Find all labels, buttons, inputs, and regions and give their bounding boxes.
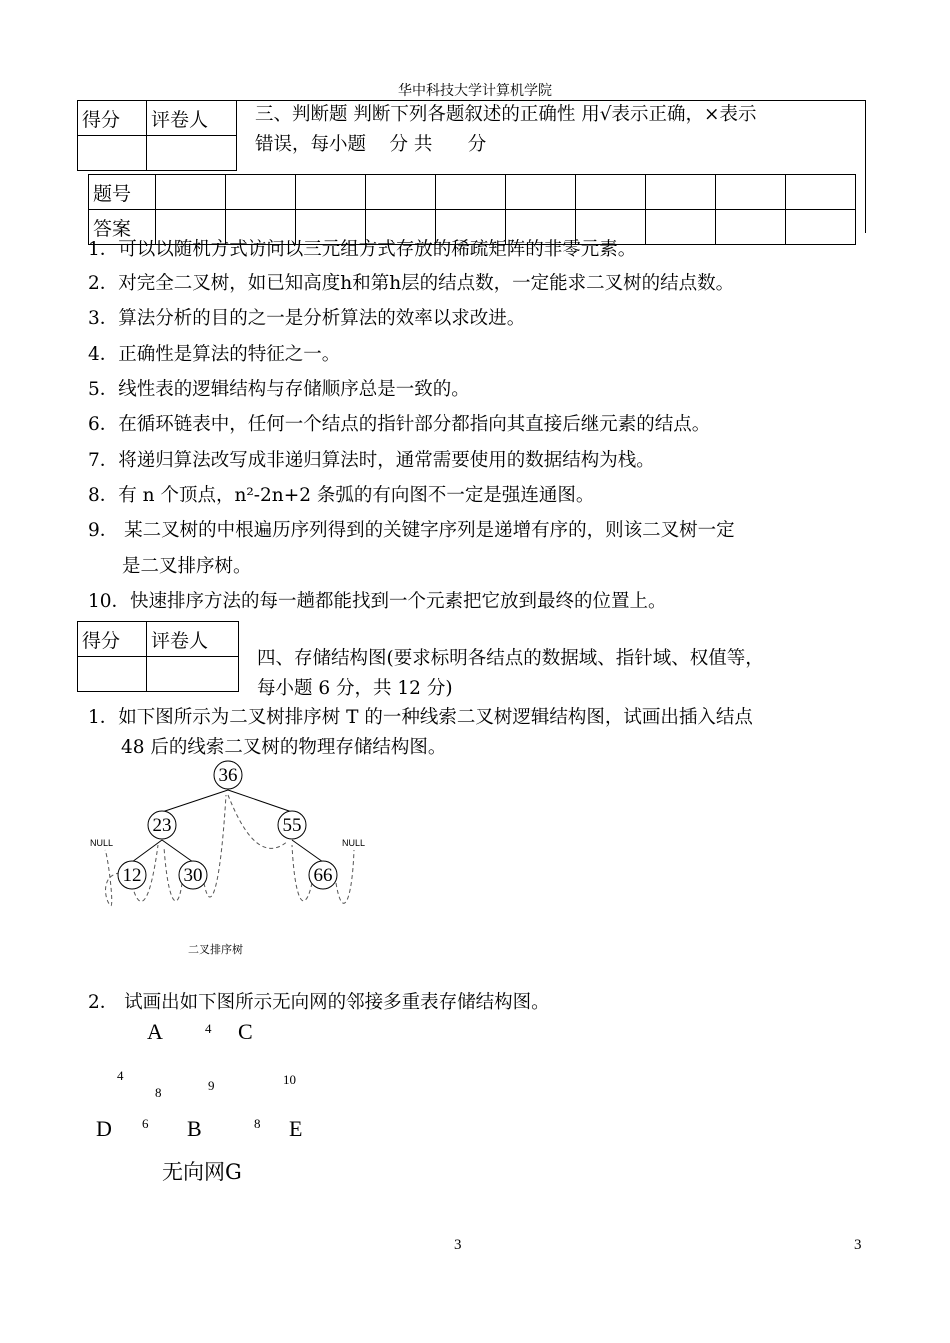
question-9-continued bbox=[122, 552, 252, 578]
question-text: 有 n 个顶点，n²-2n+2 条弧的有向图不一定是强连通图。 bbox=[118, 485, 595, 506]
graph-vertex-c: C bbox=[238, 1019, 253, 1044]
section4-question-1 bbox=[88, 703, 753, 763]
score-label: 得分 bbox=[78, 622, 147, 657]
section4-title-line2: 每小题 6 分，共 12 分) bbox=[257, 678, 453, 699]
answer-cell[interactable] bbox=[716, 210, 786, 245]
question-number: 3． bbox=[88, 308, 119, 329]
grader-label: 评卷人 bbox=[147, 101, 237, 136]
section3-title-line2: 错误，每小题 分 共 分 bbox=[255, 134, 487, 155]
question-7 bbox=[88, 446, 655, 472]
answer-cell[interactable] bbox=[646, 175, 716, 210]
tree-node-label: 23 bbox=[152, 815, 172, 836]
edge-weight: 8 bbox=[254, 1116, 261, 1131]
question-text: 线性表的逻辑结构与存储顺序总是一致的。 bbox=[118, 379, 470, 400]
question-number: 2． bbox=[88, 273, 119, 294]
question-8 bbox=[88, 481, 594, 507]
answer-cell[interactable] bbox=[436, 175, 506, 210]
question-number: 10． bbox=[88, 591, 131, 612]
question-text: 对完全二叉树，如已知高度h和第h层的结点数，一定能求二叉树的结点数。 bbox=[118, 273, 735, 294]
question-number: 9． bbox=[88, 520, 119, 541]
tree-node-label: 30 bbox=[183, 865, 203, 886]
section3-title-line1: 三、判断题 判断下列各题叙述的正确性 用√表示正确，×表示 bbox=[255, 104, 757, 125]
tree-node-label: 36 bbox=[218, 765, 238, 786]
null-label-left: NULL bbox=[90, 838, 114, 848]
tree-edge bbox=[162, 840, 193, 862]
score-value-cell[interactable] bbox=[78, 657, 147, 692]
question-text: 快速排序方法的每一趟都能找到一个元素把它放到最终的位置上。 bbox=[130, 591, 667, 612]
graph-caption: 无向网G bbox=[162, 1160, 242, 1184]
page-number-right: 3 bbox=[854, 1237, 862, 1253]
edge-weight: 10 bbox=[283, 1072, 296, 1087]
question-9 bbox=[88, 516, 735, 542]
answer-cell[interactable] bbox=[786, 175, 856, 210]
graph-vertex-e: E bbox=[289, 1116, 303, 1141]
question-10 bbox=[88, 587, 667, 613]
question-text: 试画出如下图所示无向网的邻接多重表存储结构图。 bbox=[118, 992, 550, 1013]
section4-question-2 bbox=[88, 988, 550, 1014]
graph-vertex-b: B bbox=[187, 1116, 202, 1141]
question-number: 8． bbox=[88, 485, 119, 506]
tree-edge bbox=[228, 790, 292, 812]
grader-value-cell[interactable] bbox=[147, 657, 239, 692]
edge-weight: 6 bbox=[142, 1116, 149, 1131]
tree-caption: 二叉排序树 bbox=[188, 943, 243, 956]
score-box-section3 bbox=[77, 100, 237, 171]
section4-title bbox=[257, 644, 764, 704]
question-number: 1． bbox=[88, 239, 119, 260]
question-text: 是二叉排序树。 bbox=[122, 556, 252, 577]
edge-weight: 4 bbox=[117, 1068, 124, 1083]
edge-weight: 9 bbox=[208, 1078, 215, 1093]
page-number-center: 3 bbox=[454, 1237, 462, 1253]
answer-table-row2-label: 答案 bbox=[89, 210, 156, 245]
answer-table-row1-label: 题号 bbox=[89, 175, 156, 210]
question-number: 2． bbox=[88, 992, 119, 1013]
tree-node-label: 12 bbox=[122, 865, 142, 886]
answer-cell[interactable] bbox=[156, 175, 226, 210]
tree-node-label: 66 bbox=[313, 865, 333, 886]
question-text: 某二叉树的中根遍历序列得到的关键字序列是递增有序的，则该二叉树一定 bbox=[118, 520, 735, 541]
thread-66-right bbox=[336, 850, 354, 903]
answer-cell[interactable] bbox=[296, 175, 366, 210]
section4-title-line1: 四、存储结构图(要求标明各结点的数据域、指针域、权值等， bbox=[257, 648, 764, 669]
answer-cell[interactable] bbox=[786, 210, 856, 245]
graph-vertex-a: A bbox=[147, 1019, 163, 1044]
edge-weight: 4 bbox=[205, 1021, 212, 1036]
section4-q1-line1: 1．如下图所示为二叉树排序树 T 的一种线索二叉树逻辑结构图，试画出插入结点 bbox=[88, 707, 753, 728]
section3-title bbox=[255, 100, 865, 160]
tree-edge bbox=[132, 840, 162, 862]
graph-vertex-d: D bbox=[96, 1116, 112, 1141]
question-6 bbox=[88, 410, 710, 436]
question-text: 可以以随机方式访问以三元组方式存放的稀疏矩阵的非零元素。 bbox=[118, 239, 637, 260]
tree-edge bbox=[162, 790, 228, 812]
question-2 bbox=[88, 269, 734, 295]
answer-cell[interactable] bbox=[226, 175, 296, 210]
question-number: 6． bbox=[88, 414, 119, 435]
question-1 bbox=[88, 235, 636, 261]
thread-30-right bbox=[204, 795, 226, 897]
section4-q1-line2: 48 后的线索二叉树的物理存储结构图。 bbox=[121, 737, 447, 758]
question-text: 在循环链表中，任何一个结点的指针部分都指向其直接后继元素的结点。 bbox=[118, 414, 711, 435]
answer-cell[interactable] bbox=[506, 175, 576, 210]
page-header: 华中科技大学计算机学院 bbox=[398, 83, 552, 99]
tree-edge bbox=[292, 840, 323, 862]
question-number: 5． bbox=[88, 379, 119, 400]
question-text: 算法分析的目的之一是分析算法的效率以求改进。 bbox=[118, 308, 526, 329]
grader-label: 评卷人 bbox=[147, 622, 239, 657]
answer-cell[interactable] bbox=[576, 175, 646, 210]
question-number: 4． bbox=[88, 344, 119, 365]
thread-12-left bbox=[105, 850, 120, 906]
question-4 bbox=[88, 340, 340, 366]
answer-cell[interactable] bbox=[646, 210, 716, 245]
answer-cell[interactable] bbox=[366, 175, 436, 210]
edge-weight: 8 bbox=[155, 1085, 162, 1100]
score-value-cell[interactable] bbox=[78, 136, 147, 171]
grader-value-cell[interactable] bbox=[147, 136, 237, 171]
question-text: 将递归算法改写成非递归算法时，通常需要使用的数据结构为栈。 bbox=[118, 450, 655, 471]
question-text: 正确性是算法的特征之一。 bbox=[118, 344, 341, 365]
answer-cell[interactable] bbox=[716, 175, 786, 210]
question-number: 7． bbox=[88, 450, 119, 471]
threaded-binary-tree bbox=[80, 755, 380, 965]
question-5 bbox=[88, 375, 470, 401]
question-3 bbox=[88, 304, 525, 330]
score-label: 得分 bbox=[78, 101, 147, 136]
tree-node-label: 55 bbox=[282, 815, 302, 836]
score-box-section4 bbox=[77, 621, 239, 692]
null-label-right: NULL bbox=[342, 838, 366, 848]
